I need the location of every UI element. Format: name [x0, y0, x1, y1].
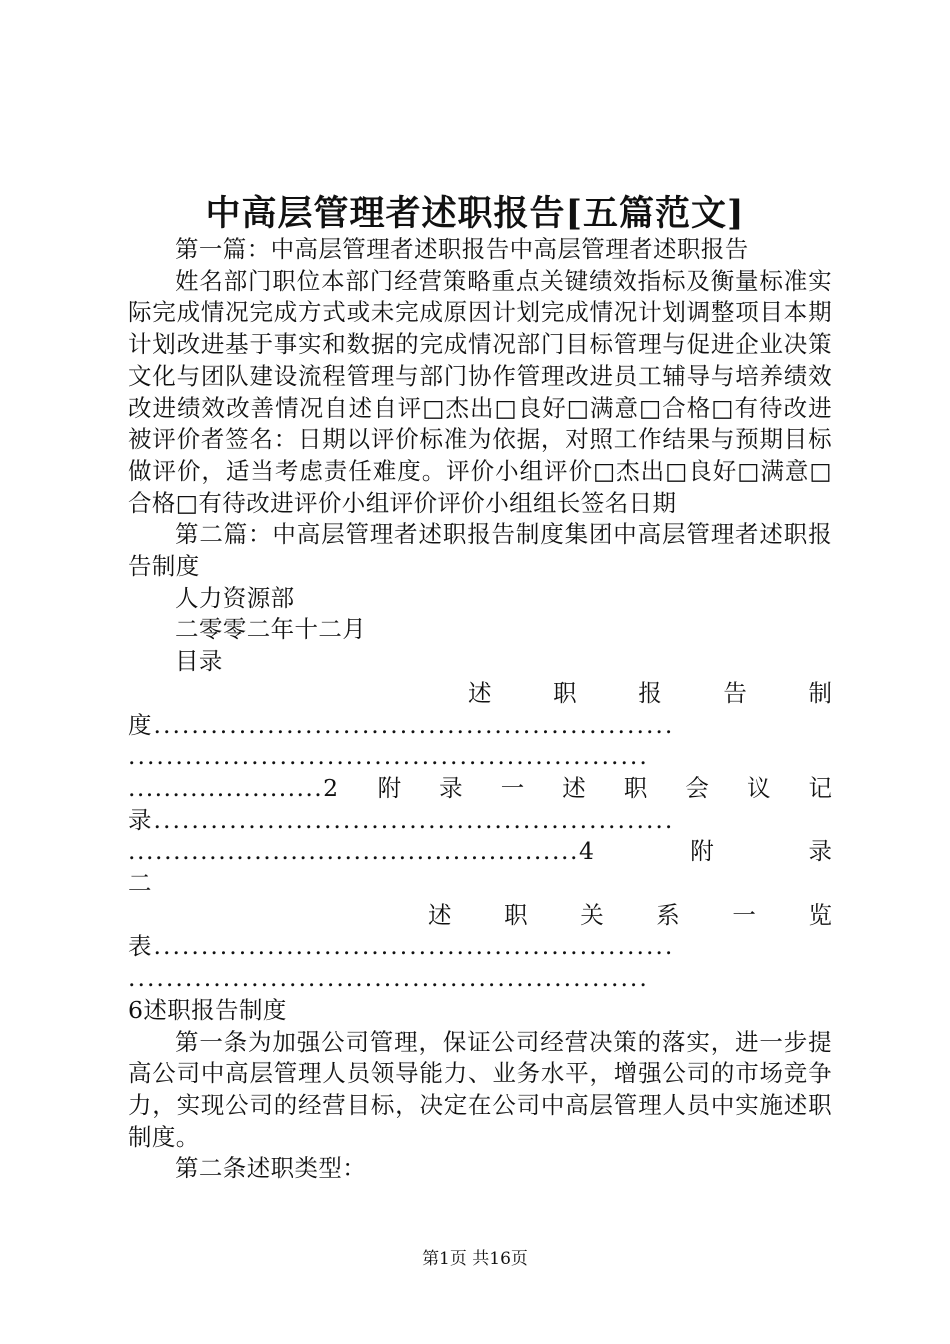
article-1: 第一条为加强公司管理，保证公司经营决策的落实，进一步提高公司中高层管理人员领导能力、业务水平，增强公司的市场竞争力，实现公司的经营目标，决定在公司中高层管理人员中实施述职制度。 — [128, 1027, 832, 1151]
toc-leader: ....................................................... — [128, 742, 649, 771]
toc-page-ref: ......................2 — [128, 773, 340, 802]
section-heading-1: 第一篇：中高层管理者述职报告中高层管理者述职报告 — [175, 235, 749, 263]
department-line: 人力资源部 — [175, 583, 295, 612]
toc-leader: 度....................................................... — [128, 710, 675, 739]
date-line: 二零零二年十二月 — [175, 615, 367, 644]
toc-item-3-start: ..................................................4 附 录 — [128, 836, 832, 868]
toc-leader: 录....................................................... — [128, 805, 675, 834]
toc-page-ref: ..................................................4 — [128, 837, 596, 866]
document-title: 中高层管理者述职报告[五篇范文] — [205, 193, 745, 234]
document-body — [128, 234, 832, 1185]
article-2: 第二条述职类型： — [175, 1154, 367, 1183]
toc-heading: 目录 — [175, 647, 223, 676]
section-heading-2: 第二篇：中高层管理者述职报告制度集团中高层管理者述职报告制度 — [128, 520, 832, 581]
paragraph-evaluation-form: 姓名部门职位本部门经营策略重点关键绩效指标及衡量标准实际完成情况完成方式或未完成原因计划完成情况计划调整项目本期计划改进基于事实和数据的完成情况部门目标管理与促进企业决策文化与团队建设流程管理与部门协作管理改进员工辅导与培养绩效改进绩效改善情况自述自评□杰出□良好□满意□合格□有待改进被评价者签名：日期以评价标准为依据，对照工作结果与预期目标做评价，适当考虑责任难度。评价小组评价□杰出□良好□满意□合格□有待改进评价小组评价评价小组组长签名日期 — [128, 266, 832, 517]
toc-leader: ....................................................... — [128, 964, 649, 993]
toc-item-2-title: ......................2 附 录 一 述 职 会 议 记 — [128, 773, 832, 805]
toc-item-3-page-and-heading: 6述职报告制度 — [128, 995, 287, 1024]
toc-item-3-title: 述 职 关 系 一 览 — [428, 900, 832, 929]
toc-leader: 表....................................................... — [128, 932, 675, 961]
toc-item-3-line: 二 — [128, 869, 152, 898]
page-footer: 第1页 共16页 — [422, 1249, 528, 1269]
toc-item-1-title: 述 职 报 告 制 — [468, 678, 832, 707]
